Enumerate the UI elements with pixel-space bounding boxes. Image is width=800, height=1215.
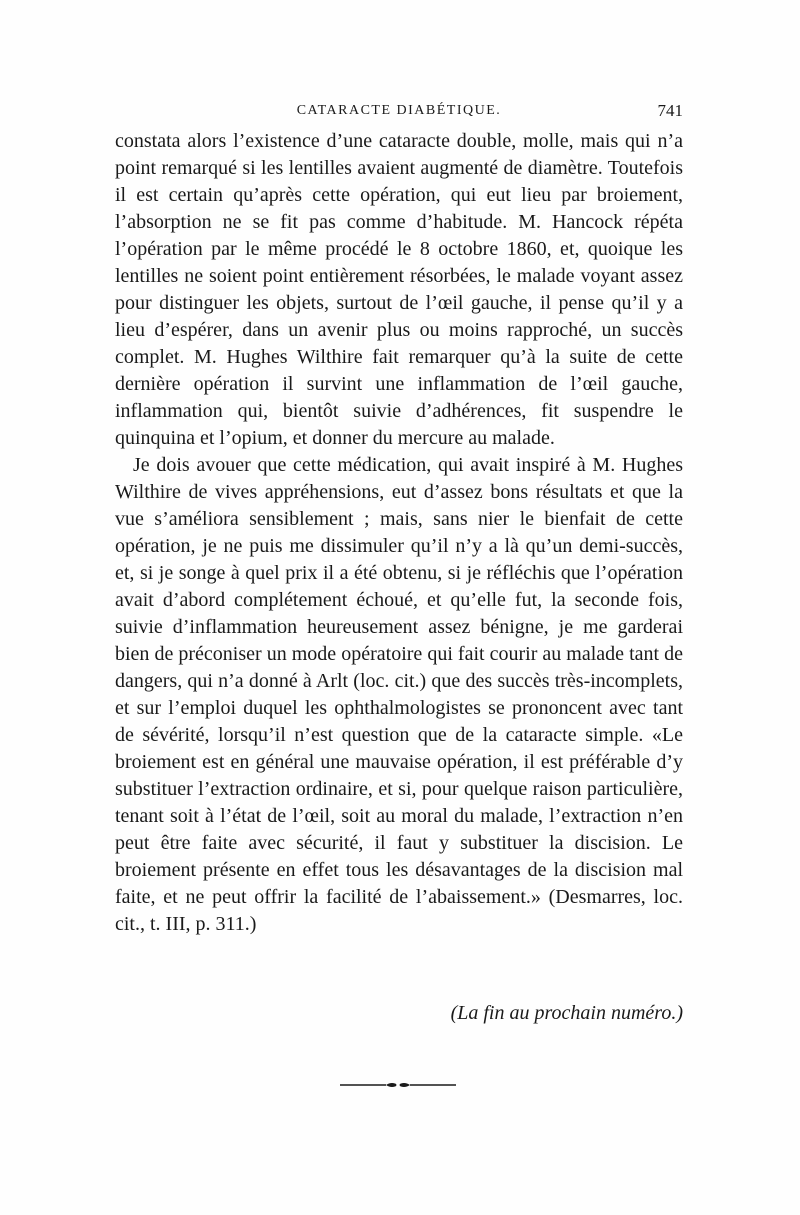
body-text xyxy=(115,128,683,938)
page-number: 741 xyxy=(657,101,683,120)
paragraph-1: constata alors l’existence d’une cataracte double, molle, mais qui n’a point remarqué si les lentilles avaient augmenté de diamètre. Toutefois il est certain qu’après cette opération, qui eut lieu par broiement, l’absorption ne se fit pas comme d’habitude. M. Hancock répéta l’opération par le même procédé le 8 octobre 1860, et, quoique les lentilles ne soient point entièrement résorbées, le malade voyant assez pour distinguer les objets, surtout de l’œil gauche, il pense qu’il y a lieu d’espérer, dans un avenir plus ou moins rapproché, un succès complet. M. Hughes Wilthire fait remarquer qu’à la suite de cette dernière opération il survint une inflammation de l’œil gauche, inflammation qui, bientôt suivie d’adhérences, fit suspendre le quinquina et l’opium, et donner du mercure au malade. xyxy=(115,130,683,449)
running-title: CATARACTE DIABÉTIQUE. xyxy=(296,103,502,118)
paragraph-2: Je dois avouer que cette médication, qui avait inspiré à M. Hughes Wilthire de vives appréhensions, eut d’assez bons résultats et que la vue s’améliora sensiblement ; mais, sans nier le bienfait de cette opération, je ne puis me dissimuler qu’il n’y a là qu’un demi-succès, et, si je songe à quel prix il a été obtenu, si je réfléchis que l’opération avait d’abord complétement échoué, et qu’elle fut, la seconde fois, suivie d’inflammation heureusement assez bénigne, je me garderai bien de préconiser un mode opératoire qui fait courir au malade tant de dangers, qui n’a donné à Arlt (loc. cit.) que des succès très-incomplets, et sur l’emploi duquel les ophthalmologistes se prononcent avec tant de sévérité, lorsqu’il n’est question que de la cataracte simple. «Le broiement est en général une mauvaise opération, il est préférable d’y substituer l’extraction ordinaire, et si, pour quelque raison particulière, tenant soit à l’état de l’œil, soit au moral du malade, l’extraction n’en peut être faite avec sécurité, il faut y substituer la discision. Le broiement présente en effet tous les désavantages de la discision mal faite, et ne peut offrir la facilité de l’abaissement.» (Desmarres, loc. cit., t. III, p. 311.) xyxy=(115,454,683,935)
continuation-note: (La fin au prochain numéro.) xyxy=(450,1002,683,1024)
running-head xyxy=(115,101,683,125)
ornamental-rule xyxy=(338,1080,458,1090)
